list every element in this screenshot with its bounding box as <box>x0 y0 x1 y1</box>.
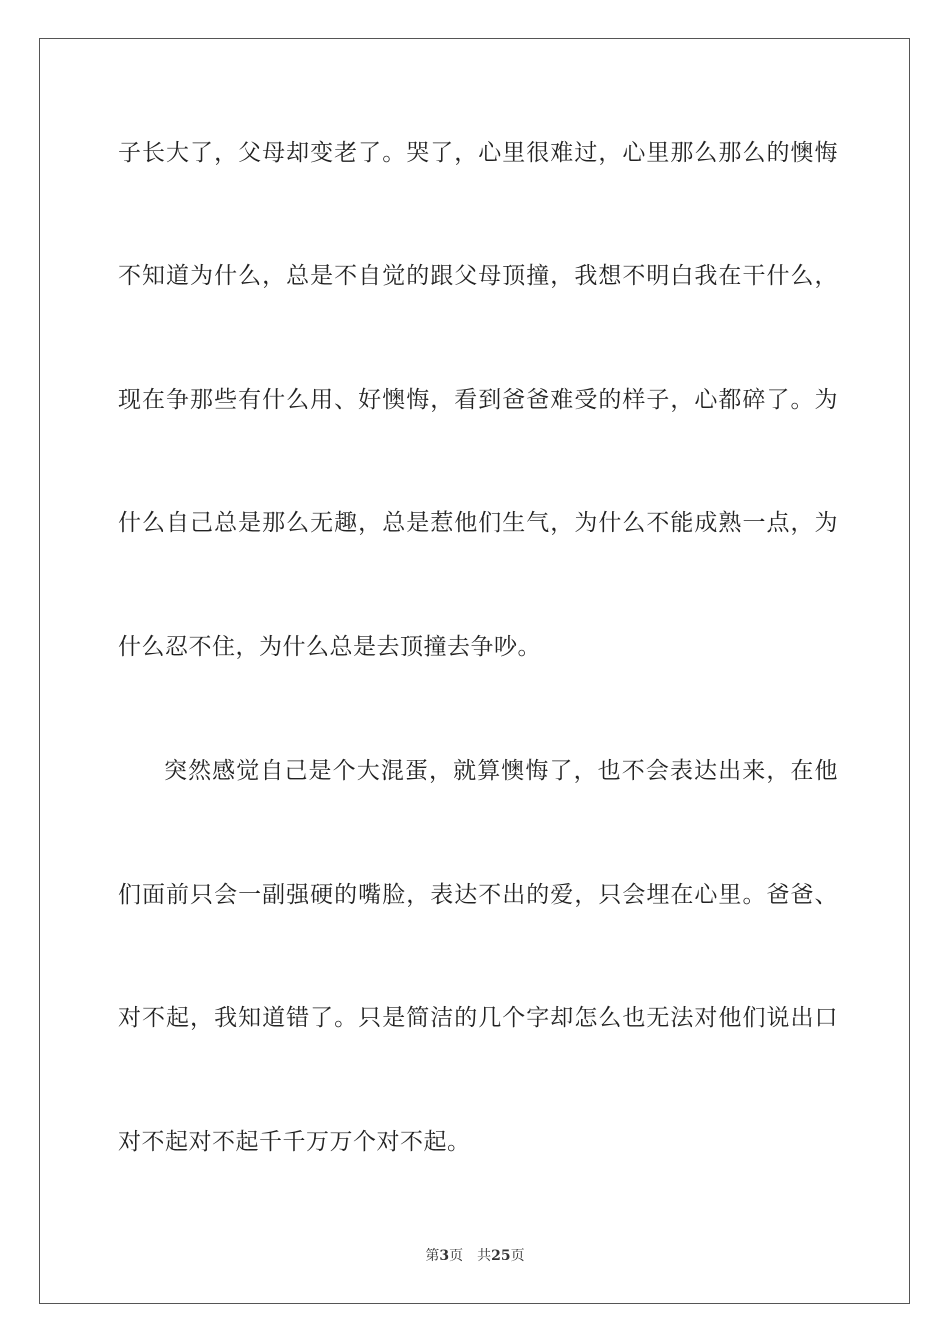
page-number: 3 <box>439 1248 450 1264</box>
page-prefix: 第 <box>425 1248 440 1264</box>
text-line: 现在争那些有什么用、好懊悔，看到爸爸难受的样子，心都碎了。为 <box>118 387 838 413</box>
text-line: 对不起对不起千千万万个对不起。 <box>118 1129 471 1155</box>
text-line: 什么忍不住，为什么总是去顶撞去争吵。 <box>118 634 541 660</box>
text-line: 不知道为什么，总是不自觉的跟父母顶撞，我想不明白我在干什么， <box>118 263 838 289</box>
total-suffix: 页 <box>510 1248 525 1264</box>
total-pages: 25 <box>491 1248 511 1264</box>
text-line: 什么自己总是那么无趣，总是惹他们生气，为什么不能成熟一点，为 <box>118 510 838 536</box>
text-line: 子长大了，父母却变老了。哭了，心里很难过，心里那么那么的懊悔 <box>118 140 838 166</box>
page-suffix: 页 <box>449 1248 464 1264</box>
text-line: 们面前只会一副强硬的嘴脸，表达不出的爱，只会埋在心里。爸爸、 <box>118 882 838 908</box>
text-line: 对不起，我知道错了。只是简洁的几个字却怎么也无法对他们说出口 <box>118 1005 838 1031</box>
text-line: 突然感觉自己是个大混蛋，就算懊悔了，也不会表达出来，在他 <box>164 758 838 784</box>
total-prefix: 共 <box>477 1248 492 1264</box>
page-footer <box>0 1246 950 1266</box>
page-border <box>39 38 910 1304</box>
